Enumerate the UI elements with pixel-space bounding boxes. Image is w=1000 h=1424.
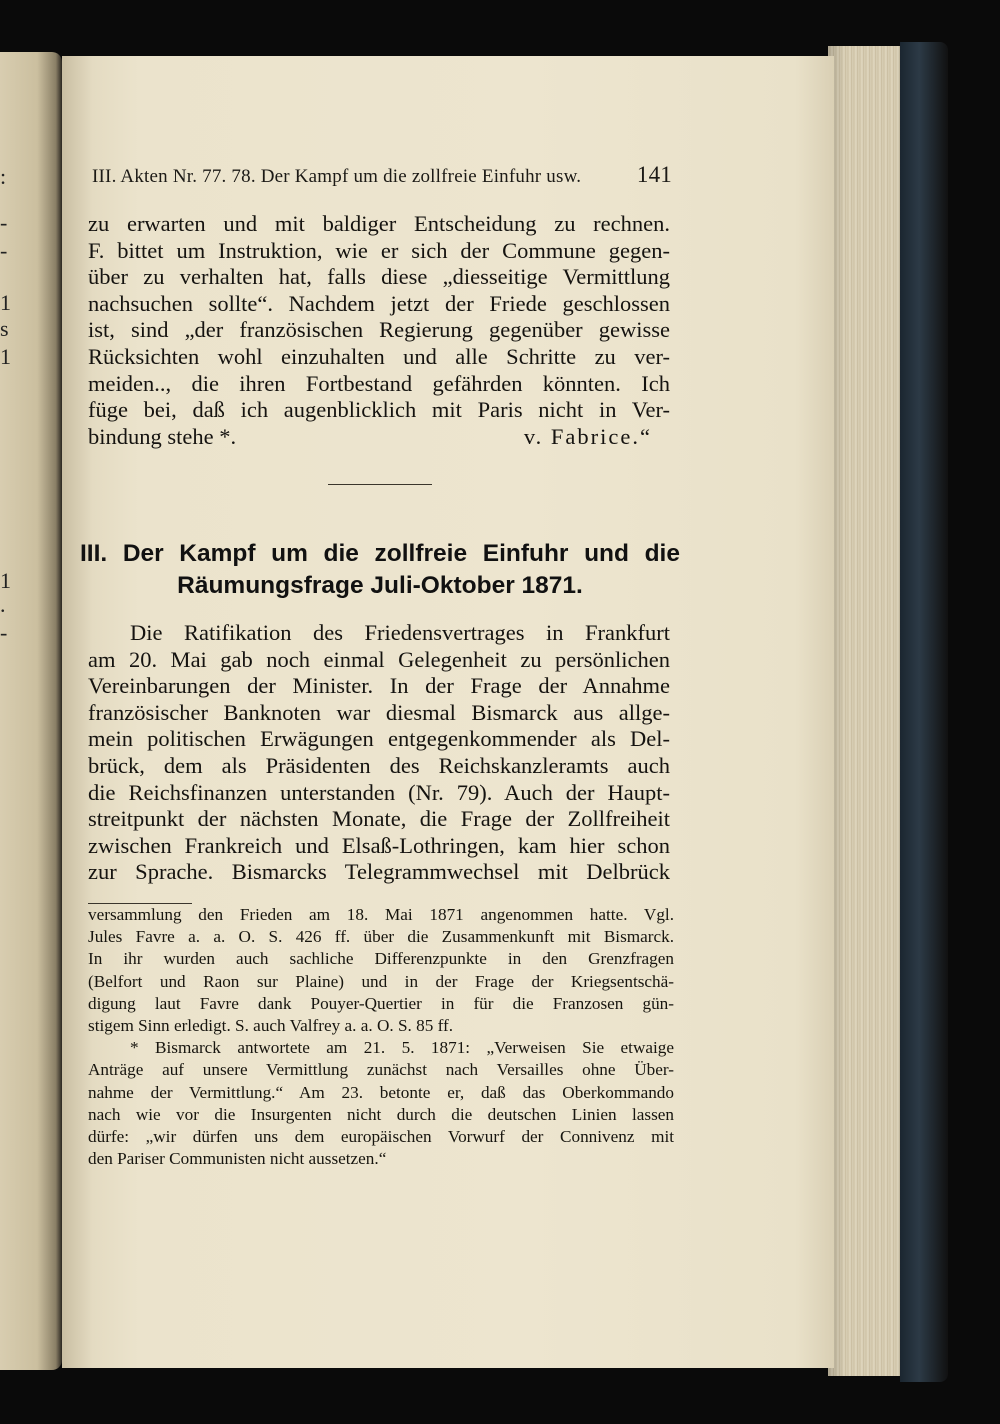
footnote-line: nach wie vor die Insurgenten nicht durch die deutschen Linien lassen <box>88 1104 674 1124</box>
section-divider <box>328 484 432 485</box>
footnote-line: stigem Sinn erledigt. S. auch Valfrey a. a. O. S. 85 ff. <box>88 1016 454 1036</box>
footnote-line: In ihr wurden auch sachliche Differenzpunkte in den Grenzfragen <box>88 949 674 969</box>
footnote-line: nahme der Vermittlung.“ Am 23. betonte er, daß das Oberkommando <box>88 1082 674 1102</box>
left-page-mark: - <box>0 620 8 645</box>
text-line: Die Ratifikation des Friedensvertrages in Frankfurt <box>130 620 670 645</box>
left-page-mark: - <box>0 238 8 263</box>
text-line: französischer Banknoten war diesmal Bismarck aus allge- <box>88 699 670 725</box>
text-line: nachsuchen sollte“. Nachdem jetzt der Friede geschlossen <box>88 290 670 316</box>
text-line: brück, dem als Präsidenten des Reichskanzleramts auch <box>88 752 670 778</box>
footnote-line: den Pariser Communisten nicht aussetzen.“ <box>88 1149 387 1169</box>
left-page-mark: 1 <box>0 344 11 369</box>
book-cover-edge <box>900 42 948 1382</box>
left-page-mark: - <box>0 210 8 235</box>
footnote-line: digung laut Favre dank Pouyer-Quertier in für die Franzosen gün- <box>88 993 674 1013</box>
text-line: füge bei, daß ich augenblicklich mit Paris nicht in Ver- <box>88 397 670 423</box>
left-page-mark: 1 <box>0 290 11 315</box>
text-line: Vereinbarungen der Minister. In der Frage der Annahme <box>88 673 670 699</box>
text-line: ist, sind „der französischen Regierung gegenüber gewisse <box>88 317 670 343</box>
text-line: zu erwarten und mit baldiger Entscheidung zu rechnen. <box>88 211 670 236</box>
footnote-line: versammlung den Frieden am 18. Mai 1871 angenommen hatte. Vgl. <box>88 905 674 924</box>
footnote-line: Anträge auf unsere Vermittlung zunächst nach Versailles ohne Über- <box>88 1060 674 1080</box>
footnote-line: dürfe: „wir dürfen uns dem europäischen Vorwurf der Connivenz mit <box>88 1127 674 1147</box>
footnote-line: * Bismarck antwortete am 21. 5. 1871: „Verweisen Sie etwaige <box>130 1038 674 1058</box>
left-page-mark: : <box>0 164 7 189</box>
text-line: über zu verhalten hat, falls diese „diesseitige Vermittlung <box>88 264 670 290</box>
text-line: zwischen Frankreich und Elsaß-Lothringen, kam hier schon <box>88 832 670 858</box>
left-page-mark: s <box>0 316 9 341</box>
heading-line: Räumungsfrage Juli-Oktober 1871. <box>177 572 583 599</box>
footnotes <box>88 904 674 1170</box>
text-line: meiden.., die ihren Fortbestand gefährden könnten. Ich <box>88 370 670 396</box>
heading-line: III. Der Kampf um die zollfreie Einfuhr und die <box>80 540 680 567</box>
text-line: Rücksichten wohl einzuhalten und alle Schritte zu ver- <box>88 343 670 369</box>
running-head-title: III. Akten Nr. 77. 78. Der Kampf um die zollfreie Einfuhr usw. <box>92 166 582 187</box>
main-paragraph <box>88 620 670 886</box>
text-line: die Reichsfinanzen unterstanden (Nr. 79). Auch der Haupt- <box>88 779 670 805</box>
page-number: 141 <box>636 162 672 187</box>
text-line: zur Sprache. Bismarcks Telegrammwechsel mit Delbrück <box>88 859 670 885</box>
signature: v. Fabrice.“ <box>523 423 652 449</box>
running-head <box>92 162 672 188</box>
text-line: streitpunkt der nächsten Monate, die Frage der Zollfreiheit <box>88 806 670 832</box>
signoff-line <box>88 424 670 451</box>
text-line: am 20. Mai gab noch einmal Gelegenheit zu persönlichen <box>88 646 670 672</box>
section-heading <box>80 538 680 602</box>
left-page-mark: 1 <box>0 568 11 593</box>
footnote-line: (Belfort und Raon sur Plaine) und in der Frage der Kriegsentschä- <box>88 971 674 991</box>
text-line: mein politischen Erwägungen entgegenkommender als Del- <box>88 726 670 752</box>
left-page-mark: . <box>0 592 6 617</box>
top-paragraph <box>88 211 670 450</box>
left-facing-page <box>0 52 62 1370</box>
text-line: bindung stehe *. <box>88 423 237 449</box>
footnote-line: Jules Favre a. a. O. S. 426 ff. über die Zusammenkunft mit Bismarck. <box>88 927 674 947</box>
text-line: F. bittet um Instruktion, wie er sich der Commune gegen- <box>88 237 670 263</box>
